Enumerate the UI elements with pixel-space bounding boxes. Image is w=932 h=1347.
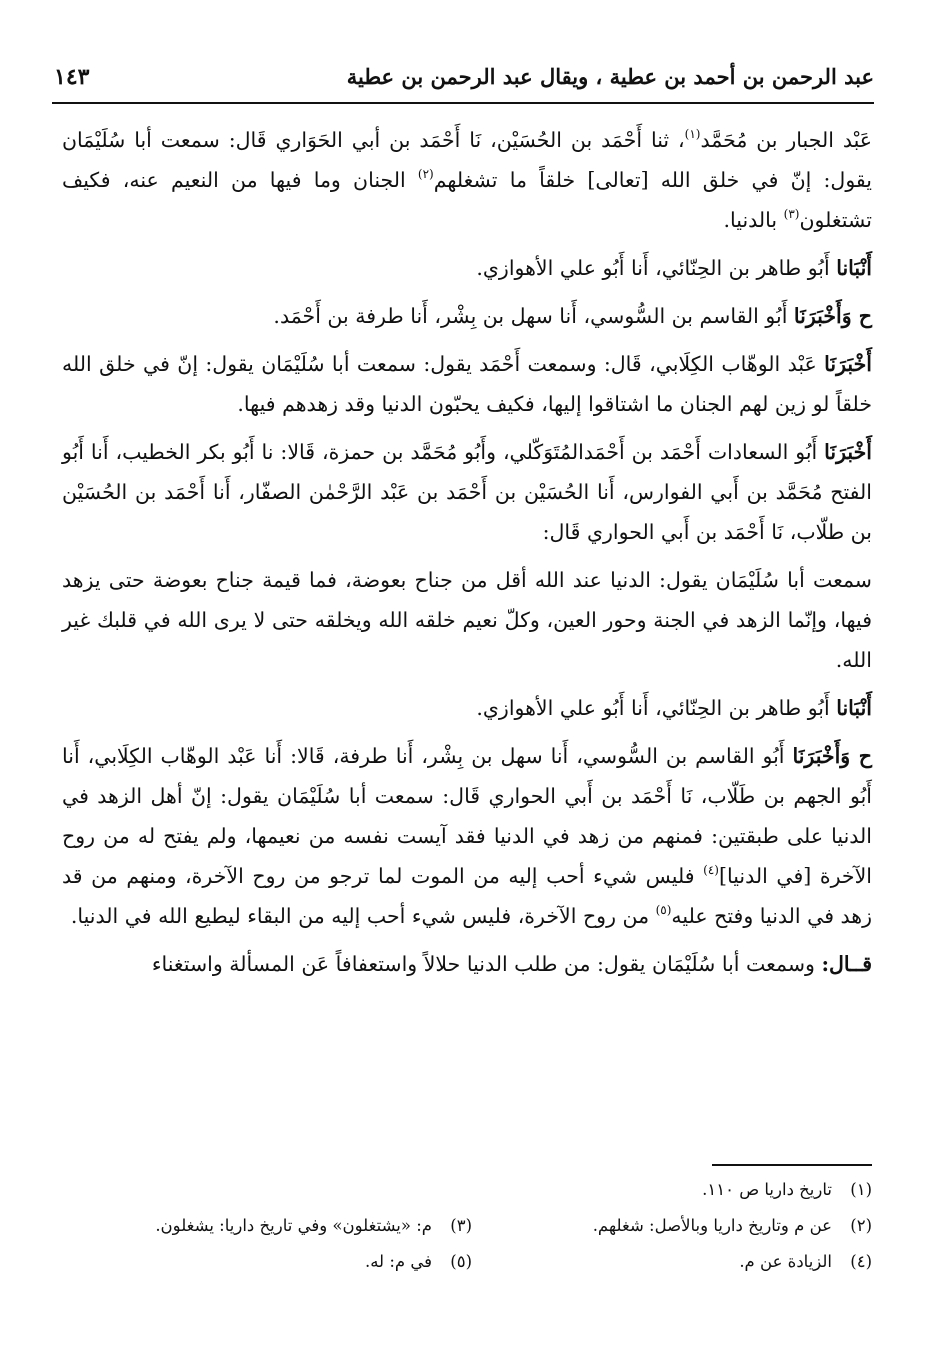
page-number: ١٤٣	[54, 64, 90, 90]
transmission-keyword: أَنْبَانا	[836, 256, 872, 280]
transmission-keyword: قــال:	[821, 952, 872, 976]
transmission-keyword: ح وَأَخْبَرَنَا	[792, 744, 872, 768]
footnotes	[62, 1180, 872, 1290]
transmission-keyword: أَخْبَرَنَا	[824, 352, 872, 376]
page-header	[52, 58, 874, 102]
paragraph-1: عَبْد الجبار بن مُحَمَّد$^{(١)}$، ثنا أَحْمَد بن الحُسَيْن، نَا أَحْمَد بن أبي الحَوَاري قَال: سمعت أبا سُلَيْمَان يقول: إنّ في خلق الله [تعالى] خلقاً ما تشغلهم$^{(٢)}$ الجنان وما فيها من النعيم عنه، فكيف تشتغلون$^{(٣)}$ بالدنيا.	[62, 127, 872, 232]
paragraph-2: أَنْبَانا أَبُو طاهر بن الحِنّائي، أَنا أَبُو علي الأهوازي.	[476, 256, 872, 280]
paragraph-8: ح وَأَخْبَرَنَا أَبُو القاسم بن السُّوسي، أَنا سهل بن بِشْر، أَنا طرفة، قَالا: أَنا عَبْد الوهّاب الكِلَابي، أَنا أَبُو الجهم بن طَلّاب، نَا أَحْمَد بن أَبي الحواري قَال: سمعت أبا سُلَيْمَان يقول: إنّ أهل الزهد في الدنيا على طبقتين: فمنهم من زهد في الدنيا فقد آيست نفسه من نعيمها، ولم يفتح له من روح الآخرة [في الدنيا]$^{(٤)}$ فليس شيء أحب إليه من الموت لما ترجو من روح الآخرة، ومنهم من قد زهد في الدنيا وفتح عليه$^{(٥)}$ من روح الآخرة، فليس شيء أحب إليه من البقاء ليطيع الله في الدنيا.	[62, 744, 872, 928]
paragraph-6: سمعت أبا سُلَيْمَان يقول: الدنيا عند الله أقل من جناح بعوضة، فما قيمة جناح بعوضة حتى يزهد فيها، وإنّما الزهد في الجنة وحور العين، وكلّ نعيم خلقه الله ويخلقه حتى لا يرى الله في قلبك غير الله.	[62, 568, 872, 672]
footnote-ref-4: (٤)	[703, 863, 719, 877]
running-title: عبد الرحمن بن أحمد بن عطية ، ويقال عبد الرحمن بن عطية	[346, 64, 874, 89]
transmission-keyword: أَنْبَانا	[836, 696, 872, 720]
footnote-2: (٢)عن م وتاريخ داريا وبالأصل: شغلهم.	[592, 1216, 872, 1235]
footnote-ref-5: (٥)	[655, 903, 672, 917]
paragraph-9: قــال: وسمعت أبا سُلَيْمَان يقول: من طلب الدنيا حلالاً واستعفافاً عَن المسألة واستغناء	[151, 952, 872, 976]
transmission-keyword: أَخْبَرَنَا	[824, 440, 872, 464]
footnote-1: (١)تاريخ داريا ص ١١٠.	[702, 1180, 872, 1199]
paragraph-7: أَنْبَانا أَبُو طاهر بن الحِنّائي، أَنا أَبُو علي الأهوازي.	[476, 696, 872, 720]
header-rule	[52, 102, 874, 104]
paragraph-3: ح وَأَخْبَرَنَا أَبُو القاسم بن السُّوسي، أَنا سهل بن بِشْر، أَنا طرفة بن أَحْمَد.	[273, 304, 872, 328]
footnote-4: (٤)الزيادة عن م.	[739, 1252, 872, 1271]
footnote-ref-3: (٣)	[783, 207, 800, 221]
paragraph-4: أَخْبَرَنَا عَبْد الوهّاب الكِلَابي، قَال: وسمعت أَحْمَد يقول: سمعت أبا سُلَيْمَان يقول: إنّ في خلق الله خلقاً لو زين لهم الجنان ما اشتاقوا إليها، فكيف يحبّون الدنيا وقد زهدهم فيها.	[62, 352, 872, 416]
footnote-ref-2: (٢)	[417, 167, 434, 181]
footnote-rule	[712, 1164, 872, 1166]
body-text	[62, 120, 872, 984]
transmission-keyword: ح وَأَخْبَرَنَا	[793, 304, 872, 328]
footnote-3: (٣)م: «يشتغلون» وفي تاريخ داريا: يشغلون.	[155, 1216, 472, 1235]
footnote-5: (٥)في م: له.	[364, 1252, 472, 1271]
paragraph-5: أَخْبَرَنَا أَبُو السعادات أَحْمَد بن أَحْمَدالمُتَوَكّلي، وأَبُو مُحَمَّد بن حمزة، قَالا: نا أَبُو بكر الخطيب، أَنا أَبُو الفتح مُحَمَّد بن أَبي الفوارس، أَنا الحُسَيْن بن أَحْمَد بن عَبْد الرَّحْمٰن الصفّار، أَنا أَحْمَد بن الحُسَيْن بن طلّاب، نَا أَحْمَد بن أَبي الحواري قَال:	[62, 440, 872, 544]
footnote-ref-1: (١)	[684, 127, 701, 141]
